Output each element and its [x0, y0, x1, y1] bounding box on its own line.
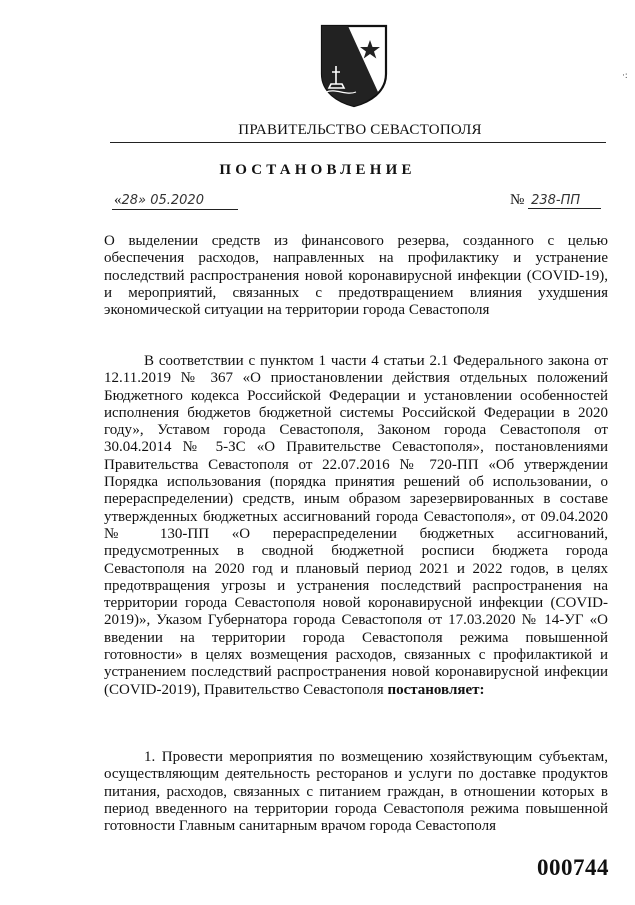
- number-value: 238-ПП: [528, 193, 601, 209]
- date-quote-open: «: [114, 192, 122, 208]
- coat-of-arms-emblem: [318, 22, 390, 108]
- date-rest: » 05.2020: [138, 193, 204, 208]
- document-kind-heading: ПОСТАНОВЛЕНИЕ: [219, 162, 416, 178]
- date-day: 28: [121, 193, 139, 208]
- document-number: [510, 192, 601, 209]
- government-name: ПРАВИТЕЛЬСТВО СЕВАСТОПОЛЯ: [238, 122, 482, 138]
- header-divider: [110, 142, 606, 143]
- date-field: [112, 192, 238, 210]
- document-date: [112, 192, 238, 210]
- preamble-text: В соответствии с пунктом 1 части 4 статьи 2.1 Федерального закона от 12.11.2019 № 367 «О приостановлении действия отдельных положений Бюджетного кодекса Российской Федерации и установлении особенностей исполнения бюджетов бюджетной системы Российской Федерации в 2020 году», Уставом города Севастополя, Законом города Севастополя от 30.04.2014 № 5-ЗС «О Правительстве Севастополя», постановлениями Правительства Севастополя от 22.07.2016 № 720-ПП «Об утверждении Порядка использования (порядка принятия решений об использовании, о перераспределении) средств, иным образом зарезервированных в составе утвержденных бюджетных ассигнований города Севастополя», от 09.04.2020 № 130-ПП «О перераспределении бюджетных ассигнований, предусмотренных в сводной бюджетной росписи бюджета города Севастополя на 2020 год и плановый период 2021 и 2022 годов, в целях предотвращения угрозы и устранения последствий распространения на территории города Севастополя новой коронавирусной инфекции (COVID-2019)», Указом Губернатора города Севастополя от 17.03.2020 № 14-УГ «О введении на территории города Севастополя режима повышенной готовности» в целях возмещения расходов, связанных с профилактикой и устранением последствий распространения новой коронавирусной инфекции (COVID-2019), Правительство Севастополя: [104, 353, 608, 698]
- margin-mark: ·:: [622, 70, 628, 80]
- number-prefix: №: [510, 192, 525, 208]
- preamble-action: постановляет:: [387, 681, 485, 698]
- preamble-paragraph: [104, 353, 608, 699]
- clause-1-paragraph: 1. Провести мероприятия по возмещению хозяйствующим субъектам, осуществляющим деятельность ресторанов и услуги по доставке продуктов питания, расходов, связанных с питанием граждан, в отношении которых в период введенного на территории города Севастополя режима повышенной готовности Главным санитарным врачом города Севастополя: [104, 749, 608, 835]
- document-title: О выделении средств из финансового резерва, созданного с целью обеспечения расходов, направленных на профилактику и устранение последствий распространения новой коронавирусной инфекции (COVID-19), и мероприятий, связанных с предотвращением влияния ухудшения экономической ситуации на территории города Севастополя: [104, 233, 608, 319]
- serial-number: 000744: [537, 855, 609, 880]
